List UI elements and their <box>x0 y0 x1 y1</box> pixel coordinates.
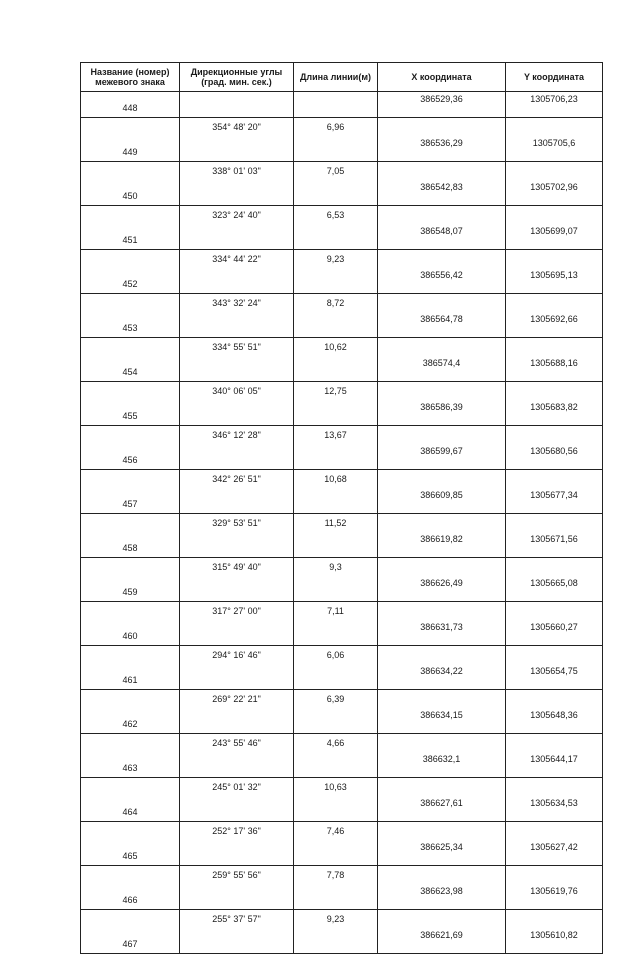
empty-cell <box>180 444 294 470</box>
empty-cell <box>294 92 378 118</box>
empty-cell <box>378 162 506 181</box>
empty-cell <box>506 822 603 841</box>
y-coordinate-cell: 1305683,82 <box>506 400 603 426</box>
x-coordinate-cell: 386542,83 <box>378 180 506 206</box>
x-coordinate-cell: 386621,69 <box>378 928 506 954</box>
empty-cell <box>81 118 180 137</box>
table-row-segment <box>81 866 603 885</box>
empty-cell <box>180 136 294 162</box>
empty-cell <box>294 884 378 910</box>
empty-cell <box>378 778 506 797</box>
empty-cell <box>81 558 180 577</box>
table-row-segment <box>81 778 603 797</box>
direction-angle-cell: 334° 55' 51" <box>180 338 294 357</box>
x-coordinate-cell: 386609,85 <box>378 488 506 514</box>
y-coordinate-cell: 1305660,27 <box>506 620 603 646</box>
table-row-point <box>81 224 603 250</box>
table-row-segment <box>81 470 603 489</box>
x-coordinate-cell: 386634,22 <box>378 664 506 690</box>
table-row-segment <box>81 162 603 181</box>
point-name-cell: 450 <box>81 180 180 206</box>
empty-cell <box>81 382 180 401</box>
empty-cell <box>180 928 294 954</box>
x-coordinate-cell: 386626,49 <box>378 576 506 602</box>
empty-cell <box>81 910 180 929</box>
table-row-segment <box>81 206 603 225</box>
empty-cell <box>180 268 294 294</box>
y-coordinate-cell: 1305677,34 <box>506 488 603 514</box>
line-length-cell: 10,63 <box>294 778 378 797</box>
empty-cell <box>81 734 180 753</box>
empty-cell <box>81 690 180 709</box>
direction-angle-cell: 334° 44' 22" <box>180 250 294 269</box>
point-name-cell: 459 <box>81 576 180 602</box>
table-row-point <box>81 620 603 646</box>
direction-angle-cell: 294° 16' 46" <box>180 646 294 665</box>
empty-cell <box>506 470 603 489</box>
empty-cell <box>294 928 378 954</box>
empty-cell <box>294 576 378 602</box>
line-length-cell: 4,66 <box>294 734 378 753</box>
direction-angle-cell: 343° 32' 24" <box>180 294 294 313</box>
y-coordinate-cell: 1305627,42 <box>506 840 603 866</box>
table-row-point <box>81 928 603 954</box>
direction-angle-cell: 354° 48' 20" <box>180 118 294 137</box>
y-coordinate-cell: 1305702,96 <box>506 180 603 206</box>
table-row-point <box>81 92 603 118</box>
point-name-cell: 456 <box>81 444 180 470</box>
direction-angle-cell: 315° 49' 40" <box>180 558 294 577</box>
empty-cell <box>294 708 378 734</box>
empty-cell <box>506 250 603 269</box>
table-row-segment <box>81 338 603 357</box>
empty-cell <box>180 400 294 426</box>
y-coordinate-cell: 1305634,53 <box>506 796 603 822</box>
line-length-cell: 6,06 <box>294 646 378 665</box>
direction-angle-cell: 252° 17' 36" <box>180 822 294 841</box>
table-row-point <box>81 356 603 382</box>
table-row-segment <box>81 294 603 313</box>
empty-cell <box>378 206 506 225</box>
point-name-cell: 464 <box>81 796 180 822</box>
empty-cell <box>294 444 378 470</box>
empty-cell <box>180 488 294 514</box>
y-coordinate-cell: 1305644,17 <box>506 752 603 778</box>
line-length-cell: 6,53 <box>294 206 378 225</box>
empty-cell <box>378 294 506 313</box>
empty-cell <box>81 822 180 841</box>
x-coordinate-cell: 386586,39 <box>378 400 506 426</box>
y-coordinate-cell: 1305699,07 <box>506 224 603 250</box>
empty-cell <box>81 866 180 885</box>
empty-cell <box>506 778 603 797</box>
line-length-cell: 9,23 <box>294 910 378 929</box>
x-coordinate-cell: 386536,29 <box>378 136 506 162</box>
point-name-cell: 458 <box>81 532 180 558</box>
empty-cell <box>378 734 506 753</box>
x-coordinate-cell: 386627,61 <box>378 796 506 822</box>
empty-cell <box>180 708 294 734</box>
table-row-point <box>81 268 603 294</box>
empty-cell <box>81 294 180 313</box>
table-row-segment <box>81 382 603 401</box>
table-row-point <box>81 532 603 558</box>
x-coordinate-cell: 386574,4 <box>378 356 506 382</box>
line-length-cell: 12,75 <box>294 382 378 401</box>
point-name-cell: 453 <box>81 312 180 338</box>
table-row-segment <box>81 250 603 269</box>
y-coordinate-cell: 1305706,23 <box>506 92 603 118</box>
line-length-cell: 10,68 <box>294 470 378 489</box>
header-line-length: Длина линии(м) <box>294 63 378 92</box>
line-length-cell: 9,23 <box>294 250 378 269</box>
direction-angle-cell: 346° 12' 28" <box>180 426 294 445</box>
table-row-point <box>81 840 603 866</box>
table-row-segment <box>81 910 603 929</box>
empty-cell <box>506 206 603 225</box>
empty-cell <box>180 224 294 250</box>
empty-cell <box>81 778 180 797</box>
empty-cell <box>81 514 180 533</box>
line-length-cell: 10,62 <box>294 338 378 357</box>
empty-cell <box>378 338 506 357</box>
point-name-cell: 451 <box>81 224 180 250</box>
point-name-cell: 452 <box>81 268 180 294</box>
direction-angle-cell: 329° 53' 51" <box>180 514 294 533</box>
empty-cell <box>506 162 603 181</box>
empty-cell <box>294 752 378 778</box>
empty-cell <box>378 514 506 533</box>
line-length-cell: 7,78 <box>294 866 378 885</box>
table-row-point <box>81 664 603 690</box>
y-coordinate-cell: 1305688,16 <box>506 356 603 382</box>
line-length-cell: 6,39 <box>294 690 378 709</box>
direction-angle-cell: 340° 06' 05" <box>180 382 294 401</box>
x-coordinate-cell: 386564,78 <box>378 312 506 338</box>
y-coordinate-cell: 1305654,75 <box>506 664 603 690</box>
table-row-point <box>81 796 603 822</box>
table-row-point <box>81 884 603 910</box>
line-length-cell: 7,05 <box>294 162 378 181</box>
x-coordinate-cell: 386631,73 <box>378 620 506 646</box>
empty-cell <box>81 646 180 665</box>
empty-cell <box>294 664 378 690</box>
point-name-cell: 449 <box>81 136 180 162</box>
x-coordinate-cell: 386619,82 <box>378 532 506 558</box>
header-y-coordinate: Y координата <box>506 63 603 92</box>
empty-cell <box>294 136 378 162</box>
empty-cell <box>180 752 294 778</box>
point-name-cell: 465 <box>81 840 180 866</box>
empty-cell <box>378 910 506 929</box>
point-name-cell: 466 <box>81 884 180 910</box>
empty-cell <box>378 690 506 709</box>
point-name-cell: 467 <box>81 928 180 954</box>
empty-cell <box>81 470 180 489</box>
point-name-cell: 455 <box>81 400 180 426</box>
empty-cell <box>180 840 294 866</box>
table-row-point <box>81 136 603 162</box>
empty-cell <box>506 690 603 709</box>
table-row-point <box>81 444 603 470</box>
empty-cell <box>81 338 180 357</box>
line-length-cell: 13,67 <box>294 426 378 445</box>
empty-cell <box>81 426 180 445</box>
point-name-cell: 454 <box>81 356 180 382</box>
empty-cell <box>506 646 603 665</box>
empty-cell <box>180 356 294 382</box>
x-coordinate-cell: 386625,34 <box>378 840 506 866</box>
empty-cell <box>81 250 180 269</box>
empty-cell <box>378 250 506 269</box>
empty-cell <box>378 602 506 621</box>
empty-cell <box>294 180 378 206</box>
table-body <box>81 92 603 954</box>
table-row-segment <box>81 558 603 577</box>
empty-cell <box>378 866 506 885</box>
point-name-cell: 448 <box>81 92 180 118</box>
empty-cell <box>180 620 294 646</box>
empty-cell <box>294 312 378 338</box>
x-coordinate-cell: 386529,36 <box>378 92 506 118</box>
empty-cell <box>506 338 603 357</box>
empty-cell <box>506 866 603 885</box>
empty-cell <box>180 92 294 118</box>
point-name-cell: 462 <box>81 708 180 734</box>
table-row-segment <box>81 690 603 709</box>
empty-cell <box>378 426 506 445</box>
line-length-cell: 7,46 <box>294 822 378 841</box>
table-row-point <box>81 312 603 338</box>
table-row-point <box>81 576 603 602</box>
empty-cell <box>180 664 294 690</box>
y-coordinate-cell: 1305705,6 <box>506 136 603 162</box>
empty-cell <box>378 118 506 137</box>
empty-cell <box>81 602 180 621</box>
table-row-segment <box>81 646 603 665</box>
empty-cell <box>294 400 378 426</box>
header-point-name: Название (номер) межевого знака <box>81 63 180 92</box>
empty-cell <box>294 532 378 558</box>
empty-cell <box>294 268 378 294</box>
empty-cell <box>294 356 378 382</box>
y-coordinate-cell: 1305648,36 <box>506 708 603 734</box>
empty-cell <box>294 620 378 646</box>
point-name-cell: 460 <box>81 620 180 646</box>
empty-cell <box>506 426 603 445</box>
table-row-point <box>81 708 603 734</box>
x-coordinate-cell: 386599,67 <box>378 444 506 470</box>
table-row-segment <box>81 118 603 137</box>
table-row-segment <box>81 514 603 533</box>
direction-angle-cell: 342° 26' 51" <box>180 470 294 489</box>
empty-cell <box>294 796 378 822</box>
direction-angle-cell: 255° 37' 57" <box>180 910 294 929</box>
empty-cell <box>506 294 603 313</box>
empty-cell <box>378 822 506 841</box>
table-row-segment <box>81 734 603 753</box>
y-coordinate-cell: 1305619,76 <box>506 884 603 910</box>
table-row-segment <box>81 602 603 621</box>
header-direction-angle: Дирекционные углы (град. мин. сек.) <box>180 63 294 92</box>
empty-cell <box>506 602 603 621</box>
table-row-segment <box>81 426 603 445</box>
empty-cell <box>180 532 294 558</box>
empty-cell <box>506 910 603 929</box>
line-length-cell: 6,96 <box>294 118 378 137</box>
boundary-coordinates-table <box>80 62 603 954</box>
point-name-cell: 457 <box>81 488 180 514</box>
empty-cell <box>506 118 603 137</box>
y-coordinate-cell: 1305695,13 <box>506 268 603 294</box>
direction-angle-cell: 317° 27' 00" <box>180 602 294 621</box>
table-row-point <box>81 488 603 514</box>
empty-cell <box>294 488 378 514</box>
line-length-cell: 8,72 <box>294 294 378 313</box>
x-coordinate-cell: 386632,1 <box>378 752 506 778</box>
y-coordinate-cell: 1305680,56 <box>506 444 603 470</box>
empty-cell <box>180 884 294 910</box>
empty-cell <box>378 470 506 489</box>
empty-cell <box>180 576 294 602</box>
empty-cell <box>506 734 603 753</box>
direction-angle-cell: 269° 22' 21" <box>180 690 294 709</box>
header-x-coordinate: X координата <box>378 63 506 92</box>
empty-cell <box>378 558 506 577</box>
direction-angle-cell: 323° 24' 40" <box>180 206 294 225</box>
empty-cell <box>506 514 603 533</box>
y-coordinate-cell: 1305671,56 <box>506 532 603 558</box>
point-name-cell: 463 <box>81 752 180 778</box>
empty-cell <box>378 382 506 401</box>
line-length-cell: 7,11 <box>294 602 378 621</box>
empty-cell <box>81 162 180 181</box>
empty-cell <box>506 558 603 577</box>
empty-cell <box>180 796 294 822</box>
table-row-point <box>81 400 603 426</box>
y-coordinate-cell: 1305692,66 <box>506 312 603 338</box>
y-coordinate-cell: 1305665,08 <box>506 576 603 602</box>
empty-cell <box>180 312 294 338</box>
empty-cell <box>294 840 378 866</box>
empty-cell <box>180 180 294 206</box>
empty-cell <box>81 206 180 225</box>
x-coordinate-cell: 386634,15 <box>378 708 506 734</box>
x-coordinate-cell: 386556,42 <box>378 268 506 294</box>
empty-cell <box>294 224 378 250</box>
empty-cell <box>378 646 506 665</box>
table-header <box>81 63 603 92</box>
x-coordinate-cell: 386548,07 <box>378 224 506 250</box>
line-length-cell: 11,52 <box>294 514 378 533</box>
direction-angle-cell: 338° 01' 03" <box>180 162 294 181</box>
line-length-cell: 9,3 <box>294 558 378 577</box>
table-row-point <box>81 180 603 206</box>
table-row-point <box>81 752 603 778</box>
x-coordinate-cell: 386623,98 <box>378 884 506 910</box>
empty-cell <box>506 382 603 401</box>
direction-angle-cell: 259° 55' 56" <box>180 866 294 885</box>
direction-angle-cell: 243° 55' 46" <box>180 734 294 753</box>
point-name-cell: 461 <box>81 664 180 690</box>
table-row-segment <box>81 822 603 841</box>
direction-angle-cell: 245° 01' 32" <box>180 778 294 797</box>
y-coordinate-cell: 1305610,82 <box>506 928 603 954</box>
